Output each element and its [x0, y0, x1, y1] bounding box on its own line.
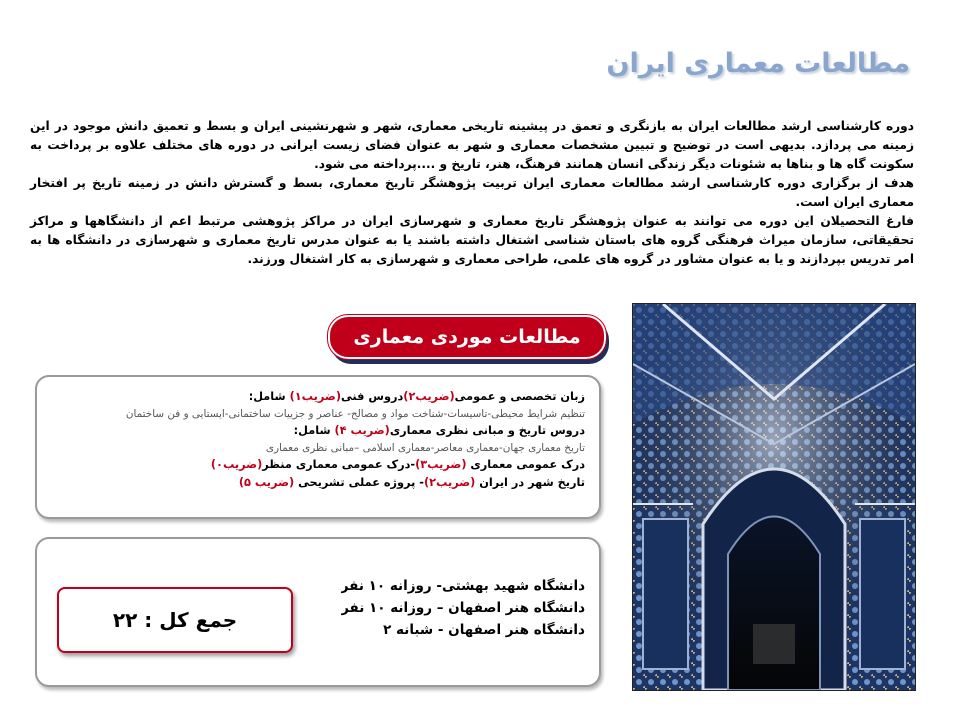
page-title: مطالعات معماری ایران — [606, 48, 910, 79]
course-line-3: دروس تاریخ و مبانی نظری معماری(ضریب ۴) شامل: — [293, 424, 585, 437]
university-item: دانشگاه شهید بهشتی- روزانه ۱۰ نفر — [340, 578, 585, 594]
university-item: دانشگاه هنر اصفهان - شبانه ۲ — [383, 622, 585, 638]
universities-box — [35, 537, 601, 687]
total-box: جمع کل : ۲۲ — [57, 587, 293, 653]
section-banner: مطالعات موردی معماری — [328, 315, 606, 359]
course-line-6: تاریخ شهر در ایران (ضریب۲)- پروژه عملی تشریحی (ضریب ۵) — [238, 476, 585, 489]
intro-paragraph-2: هدف از برگزاری دوره کارشناسی ارشد مطالعات معماری ایران تربیت پژوهشگر تاریخ معماری، بسط و گسترش دانش در زمینه تاریخ پر افتخار معماری ایران است. — [30, 176, 914, 209]
intro-paragraph-3: فارغ التحصیلان این دوره می توانند به عنوان پژوهشگر تاریخ معماری و شهرسازی ایران در مراکز پژوهشی مرتبط اعم از دانشگاهها و مراکز تحقیقاتی، سازمان میراث فرهنگی گروه های باستان شناسی اشتغال داشته باشند یا به عنوان مدرس تاریخ معماری و شهرسازی در دانشگاه ها به امر تدریس بپردازند و یا به عنوان مشاور در گروه های علمی، طراحی معماری و شهرسازی به کار اشتغال ورزند. — [30, 214, 914, 266]
mosque-interior-photo — [632, 303, 916, 691]
courses-box — [35, 375, 601, 519]
course-line-4: تاریخ معماری جهان-معماری معاصر-معماری اسلامی –مبانی نظری معماری — [265, 442, 585, 454]
intro-paragraph-1: دوره کارشناسی ارشد مطالعات ایران به بازنگری و تعمق در پیشینه تاریخی معماری، شهر و شهرنشینی ایران و بسط و تعمیق دانش موجود در این زمینه می پردازد. بدیهی است در توضیح و تبیین مشخصات معماری و شهر به عنوان فضای زیست ایرانی در دوره های مختلف علاوه بر پرداخت به سکونت گاه ها و بناها به شئونات دیگر زندگی انسان همانند فرهنگ، هنر، تاریخ و ....پرداخته می شود. — [30, 119, 914, 171]
course-line-2: تنظیم شرایط محیطی-تاسیسات-شناخت مواد و مصالح- عناصر و جزییات ساختمانی-ایستایی و فن ساختمان — [125, 408, 585, 420]
course-line-5: درک عمومی معماری (ضریب۳)-درک عمومی معماری منظر(ضریب۰) — [210, 458, 585, 471]
course-line-1: زبان تخصصی و عمومی(ضریب۲)دروس فنی(ضریب۱) شامل: — [248, 390, 585, 403]
intro-text — [30, 117, 914, 269]
university-item: دانشگاه هنر اصفهان – روزانه ۱۰ نفر — [341, 600, 585, 616]
university-list — [341, 575, 585, 641]
